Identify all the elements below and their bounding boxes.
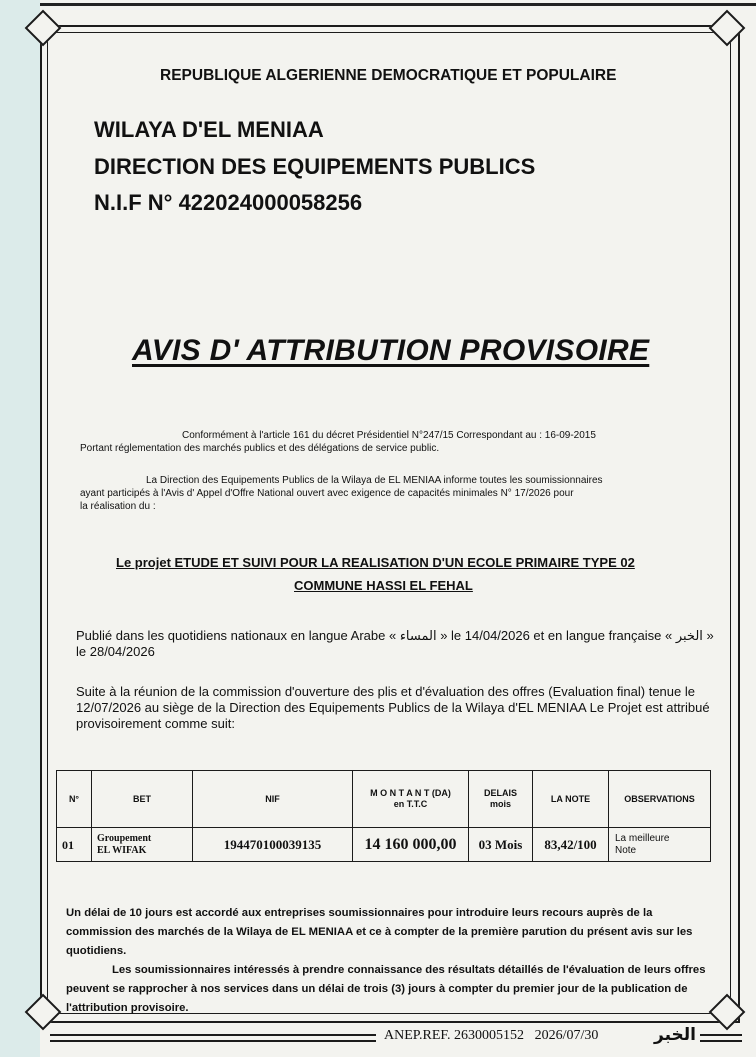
newspaper-logo: الخبر: [654, 1025, 696, 1044]
column-header: NIF: [193, 771, 353, 828]
table-row: [57, 828, 711, 862]
column-header: LA NOTE: [533, 771, 609, 828]
wilaya-name: WILAYA D'EL MENIAA: [94, 117, 324, 142]
intro-text: La Direction des Equipements Publics de la Wilaya de EL MENIAA informe toutes les soumissionnaires: [146, 475, 603, 486]
publication-paragraph: Publié dans les quotidiens nationaux en langue Arabe « المساء » le 14/04/2026 et en langue française « الخبر » le 28/04/2026: [76, 628, 714, 659]
page-edge-tint: [0, 0, 40, 1057]
row-number: 01: [57, 828, 92, 862]
note-value: 83,42/100: [533, 828, 609, 862]
decree-subject: Portant réglementation des marchés publics et des délégations de service public.: [80, 443, 440, 454]
column-header-line: M O N T A N T (DA): [370, 788, 451, 798]
project-title: Le projet ETUDE ET SUIVI POUR LA REALISATION D'UN ECOLE PRIMAIRE TYPE 02: [116, 555, 635, 570]
direction-name: DIRECTION DES EQUIPEMENTS PUBLICS: [94, 154, 536, 179]
bet-name-line: EL WIFAK: [97, 844, 147, 856]
column-header-line: en T.T.C: [393, 799, 428, 809]
nif-number: N.I.F N° 422024000058256: [94, 190, 363, 215]
bottom-rule: [50, 1034, 376, 1042]
anep-reference: [384, 1028, 598, 1044]
column-header: N°: [57, 771, 92, 828]
delais-value: 03 Mois: [469, 828, 533, 862]
intro-text: la réalisation du :: [80, 501, 156, 512]
recours-paragraph: Un délai de 10 jours est accordé aux entreprises soumissionnaires pour introduire leurs recours auprès de la commission des marchés de la Wilaya de EL MENIAA et ce à compter de la première parution du présent avis sur les quotidiens.: [66, 907, 693, 957]
bet-name: [92, 828, 193, 862]
column-header: BET: [92, 771, 193, 828]
column-header: OBSERVATIONS: [609, 771, 711, 828]
column-header: [469, 771, 533, 828]
decree-reference: Conformément à l'article 161 du décret Présidentiel N°247/15 Correspondant au : 16-09-2015: [182, 430, 596, 441]
meeting-paragraph: Suite à la réunion de la commission d'ouverture des plis et d'évaluation des offres (Evaluation final) tenue le 12/07/2026 au siège de la Direction des Equipements Publics de la Wilaya d'EL MENIAA Le Projet est attribué provisoirement comme suit:: [76, 684, 710, 731]
column-header-line: mois: [489, 799, 511, 809]
notice-title: AVIS D' ATTRIBUTION PROVISOIRE: [132, 334, 650, 367]
column-header-line: DELAIS: [483, 788, 517, 798]
republic-header: REPUBLIQUE ALGERIENNE DEMOCRATIQUE ET POPULAIRE: [160, 67, 617, 84]
anep-ref: ANEP.REF. 2630005152: [384, 1028, 525, 1043]
intro-text: ayant participés à l'Avis d' Appel d'Offre National ouvert avec exigence de capacités minimales N° 17/2026 pour: [80, 488, 574, 499]
attribution-table: [56, 770, 711, 862]
project-commune: COMMUNE HASSI EL FEHAL: [294, 578, 473, 593]
observation: [609, 828, 711, 862]
results-paragraph: Les soumissionnaires intéressés à prendre connaissance des résultats détaillés de l'évaluation de leurs offres peuvent se rapprocher à nos services dans un délai de trois (3) jours à compter du premier jour de la publication de l'attribution provisoire.: [66, 964, 706, 1014]
bottom-rule: [700, 1034, 742, 1042]
top-rule: [40, 3, 756, 6]
column-header: [353, 771, 469, 828]
table-header-row: [57, 771, 711, 828]
bet-name-line: Groupement: [97, 832, 152, 844]
bet-nif: 194470100039135: [193, 828, 353, 862]
anep-date: 2026/07/30: [534, 1028, 599, 1043]
montant-value: 14 160 000,00: [353, 828, 469, 862]
observation-line: Note: [615, 844, 637, 856]
observation-line: La meilleure: [615, 832, 670, 844]
